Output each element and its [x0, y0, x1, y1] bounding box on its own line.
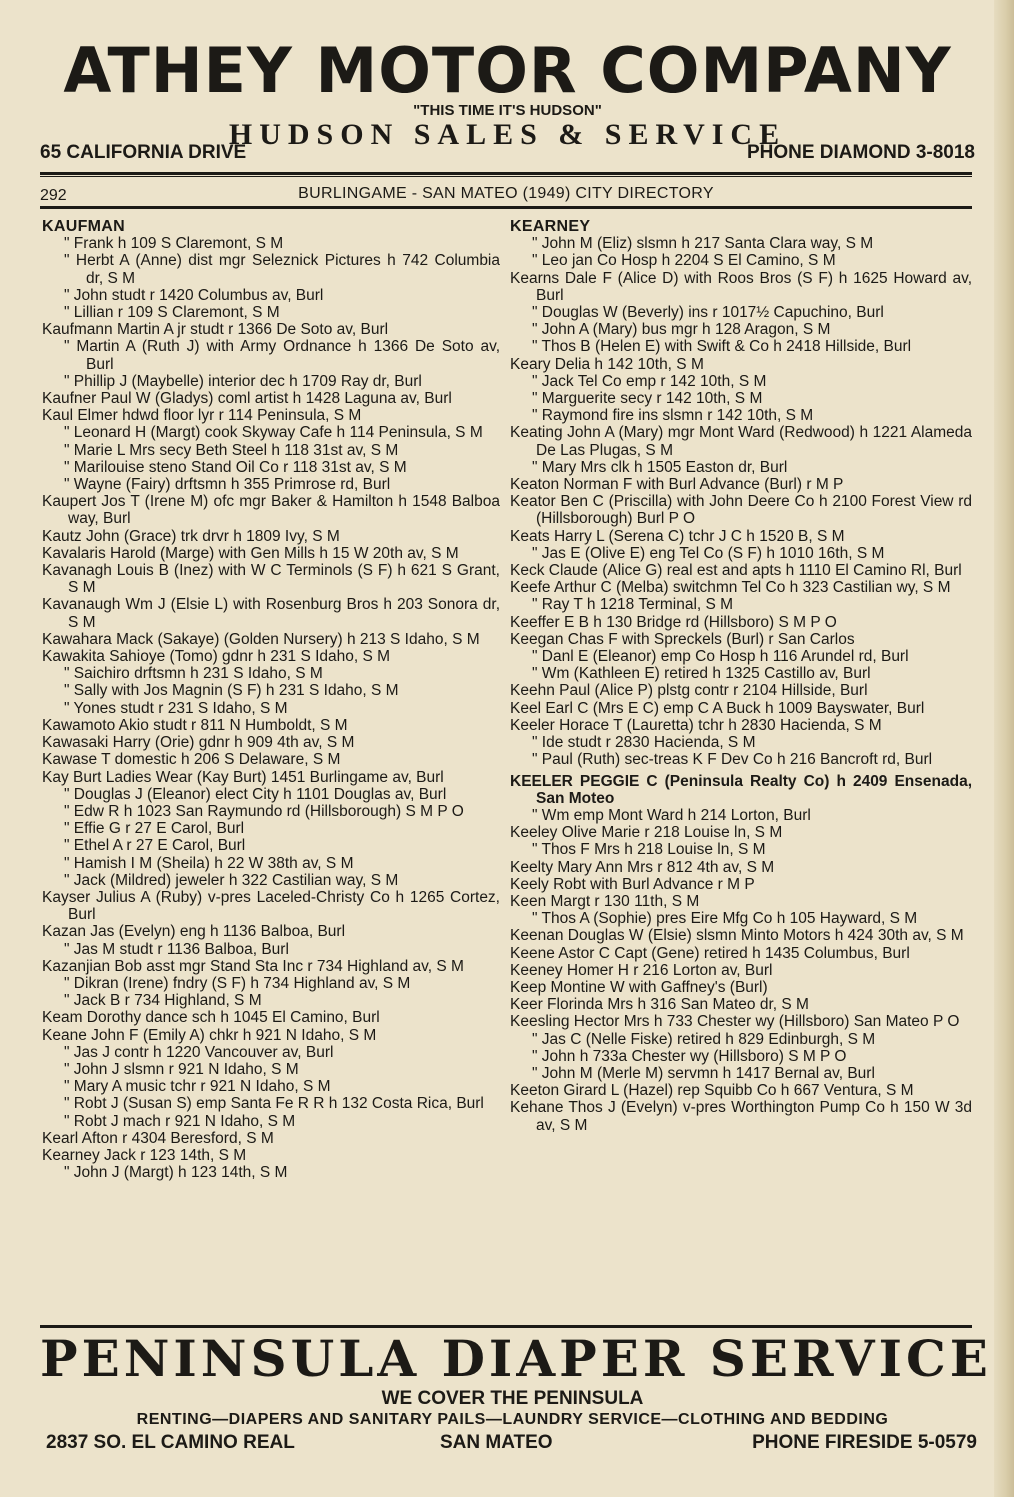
- directory-entry: [510, 1013, 972, 1030]
- entry-text: Kayser Julius A (Ruby) v-pres Laceled-Christy Co h 1265 Cortez, Burl: [42, 888, 500, 924]
- directory-entry: [510, 1065, 972, 1082]
- entry-text: " John M (Merle M) servmn h 1417 Bernal av, Burl: [532, 1064, 875, 1082]
- directory-entry: [42, 803, 500, 820]
- directory-entry: [510, 824, 972, 841]
- directory-entry: [42, 941, 500, 958]
- entry-text: Kearl Afton r 4304 Beresford, S M: [42, 1129, 274, 1147]
- footer-rule: [40, 1325, 972, 1328]
- featured-listing: [510, 773, 972, 807]
- entry-text: Keep Montine W with Gaffney's (Burl): [510, 978, 768, 996]
- directory-entry: [42, 820, 500, 837]
- entry-text: " Wm (Kathleen E) retired h 1325 Castillo av, Burl: [532, 665, 871, 683]
- entry-text: Keaton Norman F with Burl Advance (Burl) r M P: [510, 476, 844, 494]
- directory-entry: [510, 996, 972, 1013]
- directory-entry: [42, 786, 500, 803]
- entry-text: Keats Harry L (Serena C) tchr J C h 1520 B, S M: [510, 527, 845, 545]
- entry-text: Keator Ben C (Priscilla) with John Deere Co h 2100 Forest View rd (Hillsborough) Burl P O: [510, 493, 972, 528]
- directory-entry: [42, 304, 500, 321]
- header-rule-top-inner: [40, 176, 972, 177]
- page-number: 292: [40, 187, 67, 204]
- entry-text: Kaupert Jos T (Irene M) ofc mgr Baker & Hamilton h 1548 Balboa way, Burl: [42, 493, 500, 528]
- directory-entry: [510, 1082, 972, 1099]
- directory-entry: [42, 631, 500, 648]
- entry-text: Keary Delia h 142 10th, S M: [510, 355, 704, 373]
- directory-entry: [42, 1113, 500, 1130]
- directory-entry: [510, 945, 972, 962]
- directory-entry: [42, 682, 500, 699]
- directory-entry: [42, 958, 500, 975]
- entry-text: Keesling Hector Mrs h 733 Chester wy (Hillsboro) San Mateo P O: [510, 1013, 960, 1031]
- directory-entry: [510, 910, 972, 927]
- entry-text: " Jack B r 734 Highland, S M: [64, 992, 262, 1010]
- entry-text: " Saichiro drftsmn h 231 S Idaho, S M: [64, 665, 323, 683]
- header-rule-bottom: [40, 206, 972, 209]
- directory-entry: [42, 1147, 500, 1164]
- directory-entry: [510, 476, 972, 493]
- directory-entry: [42, 338, 500, 372]
- directory-entry: [42, 855, 500, 872]
- directory-entry: [42, 923, 500, 940]
- entry-text: Keeler Horace T (Lauretta) tchr h 2830 Hacienda, S M: [510, 716, 882, 734]
- directory-entry: [510, 979, 972, 996]
- footer-advertiser-name: PENINSULA DIAPER SERVICE: [40, 1329, 992, 1388]
- directory-entry: [510, 682, 972, 699]
- header-rule-top: [40, 172, 972, 175]
- entry-text: " Frank h 109 S Claremont, S M: [64, 235, 284, 253]
- directory-entry: [42, 717, 500, 734]
- directory-entry: [42, 1164, 500, 1181]
- running-head: [40, 183, 972, 205]
- directory-entry: [510, 859, 972, 876]
- entry-text: " Leonard H (Margt) cook Skyway Cafe h 114 Peninsula, S M: [64, 424, 483, 442]
- directory-entry: [510, 528, 972, 545]
- entry-text: Kawamoto Akio studt r 811 N Humboldt, S M: [42, 716, 348, 734]
- entry-text: Kearns Dale F (Alice D) with Roos Bros (S F) h 1625 Howard av, Burl: [510, 269, 972, 304]
- entry-text: " Herbt A (Anne) dist mgr Seleznick Pictures h 742 Columbia dr, S M: [64, 252, 500, 287]
- directory-entry: [42, 734, 500, 751]
- directory-entry: [42, 545, 500, 562]
- entry-text: " Lillian r 109 S Claremont, S M: [64, 304, 280, 322]
- directory-entry: [42, 476, 500, 493]
- entry-text: Keeney Homer H r 216 Lorton av, Burl: [510, 961, 773, 979]
- entry-text: " John A (Mary) bus mgr h 128 Aragon, S M: [532, 321, 831, 339]
- directory-entry: [510, 338, 972, 355]
- advertiser-name: ATHEY MOTOR COMPANY: [63, 34, 952, 107]
- directory-entry: [42, 321, 500, 338]
- entry-text: Kawase T domestic h 206 S Delaware, S M: [42, 751, 341, 769]
- directory-entry: [510, 304, 972, 321]
- directory-entry: [42, 1061, 500, 1078]
- entry-text: Keam Dorothy dance sch h 1045 El Camino, Burl: [42, 1009, 380, 1027]
- entry-text: " Effie G r 27 E Carol, Burl: [64, 820, 245, 838]
- footer-advertiser-slogan: WE COVER THE PENINSULA: [381, 1388, 644, 1409]
- entry-text: " Jas E (Olive E) eng Tel Co (S F) h 1010 16th, S M: [532, 544, 885, 562]
- entry-text: " John J (Margt) h 123 14th, S M: [64, 1164, 288, 1182]
- entry-text: " Marguerite secy r 142 10th, S M: [532, 390, 763, 408]
- entry-text: " Marilouise steno Stand Oil Co r 118 31st av, S M: [64, 458, 407, 476]
- entry-text: Keck Claude (Alice G) real est and apts h 1110 El Camino Rl, Burl: [510, 562, 962, 580]
- directory-entry: [42, 493, 500, 527]
- directory-entry: [510, 321, 972, 338]
- entry-text: Keegan Chas F with Spreckels (Burl) r San Carlos: [510, 630, 855, 648]
- directory-entry: [510, 235, 972, 252]
- surname-heading: KAUFMAN: [42, 218, 125, 235]
- surname-heading: KEARNEY: [510, 218, 591, 235]
- directory-entry: [510, 356, 972, 373]
- directory-entry: [42, 287, 500, 304]
- directory-entry: [42, 975, 500, 992]
- directory-entry: [42, 562, 500, 596]
- entry-text: " Marie L Mrs secy Beth Steel h 118 31st av, S M: [64, 441, 399, 459]
- directory-entry: [510, 751, 972, 768]
- entry-text: " Dikran (Irene) fndry (S F) h 734 Highland av, S M: [64, 974, 411, 992]
- footer-contact-row: [40, 1430, 985, 1456]
- directory-entry: [510, 734, 972, 751]
- directory-entry: [510, 407, 972, 424]
- entry-text: " Martin A (Ruth J) with Army Ordnance h 1366 De Soto av, Burl: [64, 338, 500, 373]
- entry-text: Kaufmann Martin A jr studt r 1366 De Soto av, Burl: [42, 321, 389, 339]
- directory-entry: [510, 424, 972, 458]
- entry-text: " Jas C (Nelle Fiske) retired h 829 Edinburgh, S M: [532, 1030, 876, 1048]
- directory-entry: [510, 579, 972, 596]
- entry-text: " Wm emp Mont Ward h 214 Lorton, Burl: [532, 806, 811, 824]
- directory-entry: [510, 962, 972, 979]
- directory-entry: [42, 390, 500, 407]
- entry-text: Kazanjian Bob asst mgr Stand Sta Inc r 734 Highland av, S M: [42, 957, 464, 975]
- directory-entry: [510, 390, 972, 407]
- entry-text: " Danl E (Eleanor) emp Co Hosp h 116 Arundel rd, Burl: [532, 648, 909, 666]
- left-column: [42, 218, 500, 1181]
- entry-text: Keely Robt with Burl Advance r M P: [510, 875, 755, 893]
- entry-text: " Mary Mrs clk h 1505 Easton dr, Burl: [532, 458, 788, 476]
- entry-text: KEELER PEGGIE C (Peninsula Realty Co) h 2409 Ensenada, San Moteo: [510, 772, 972, 807]
- entry-text: Keating John A (Mary) mgr Mont Ward (Redwood) h 1221 Alameda De Las Plugas, S M: [510, 424, 972, 459]
- directory-entry: [42, 665, 500, 682]
- directory-entry: [510, 270, 972, 304]
- entry-text: " Leo jan Co Hosp h 2204 S El Camino, S M: [532, 252, 836, 270]
- entry-text: Kaufner Paul W (Gladys) coml artist h 1428 Laguna av, Burl: [42, 390, 452, 408]
- entry-text: Kavanagh Louis B (Inez) with W C Terminols (S F) h 621 S Grant, S M: [42, 562, 500, 597]
- entry-text: Kazan Jas (Evelyn) eng h 1136 Balboa, Burl: [42, 923, 346, 941]
- page-edge: [994, 0, 1014, 1497]
- entry-text: " Wayne (Fairy) drftsmn h 355 Primrose rd, Burl: [64, 476, 391, 494]
- directory-entry: [510, 1031, 972, 1048]
- advertiser-address: 65 CALIFORNIA DRIVE: [40, 142, 247, 163]
- directory-entry: [42, 1009, 500, 1026]
- entry-text: Kawakita Sahioye (Tomo) gdnr h 231 S Idaho, S M: [42, 648, 391, 666]
- directory-entry: [510, 373, 972, 390]
- entry-text: " Raymond fire ins slsmn r 142 10th, S M: [532, 407, 814, 425]
- entry-text: Keen Margt r 130 11th, S M: [510, 892, 700, 910]
- entry-text: Kavanaugh Wm J (Elsie L) with Rosenburg Bros h 203 Sonora dr, S M: [42, 596, 500, 631]
- entry-text: " Ide studt r 2830 Hacienda, S M: [532, 734, 756, 752]
- footer-city: SAN MATEO: [440, 1432, 553, 1453]
- entry-text: " Thos A (Sophie) pres Eire Mfg Co h 105 Hayward, S M: [532, 910, 918, 928]
- directory-entry: [42, 1044, 500, 1061]
- directory-entry: [510, 927, 972, 944]
- directory-entry: [42, 596, 500, 630]
- entry-text: " Jas M studt r 1136 Balboa, Burl: [64, 940, 289, 958]
- footer-advertisement: [40, 1329, 992, 1456]
- directory-entry: [42, 700, 500, 717]
- entry-text: Keeton Girard L (Hazel) rep Squibb Co h 667 Ventura, S M: [510, 1082, 914, 1100]
- directory-entry: [42, 992, 500, 1009]
- entry-text: " Ray T h 1218 Terminal, S M: [532, 596, 734, 614]
- directory-entry: [510, 1099, 972, 1133]
- entry-text: " Mary A music tchr r 921 N Idaho, S M: [64, 1078, 331, 1096]
- directory-entry: [510, 1048, 972, 1065]
- directory-entry: [42, 1130, 500, 1147]
- advertiser-slogan: "THIS TIME IT'S HUDSON": [413, 102, 602, 119]
- entry-text: " Edw R h 1023 San Raymundo rd (Hillsborough) S M P O: [64, 802, 464, 820]
- directory-title: BURLINGAME - SAN MATEO (1949) CITY DIRECTORY: [298, 185, 714, 202]
- directory-entry: [510, 631, 972, 648]
- directory-entry: [510, 562, 972, 579]
- directory-entry: [42, 252, 500, 286]
- footer-address: 2837 SO. EL CAMINO REAL: [46, 1432, 295, 1453]
- advertiser-phone: PHONE DIAMOND 3-8018: [746, 142, 975, 163]
- directory-entry: [42, 373, 500, 390]
- entry-text: Keel Earl C (Mrs E C) emp C A Buck h 1009 Bayswater, Burl: [510, 699, 925, 717]
- directory-entry: [510, 717, 972, 734]
- entry-text: " John J slsmn r 921 N Idaho, S M: [64, 1060, 299, 1078]
- directory-entry: [42, 872, 500, 889]
- directory-entry: [510, 614, 972, 631]
- directory-entry: [42, 424, 500, 441]
- entry-text: Kaul Elmer hdwd floor lyr r 114 Peninsula, S M: [42, 407, 362, 425]
- entry-text: " Yones studt r 231 S Idaho, S M: [64, 699, 288, 717]
- entry-text: Keene Astor C Capt (Gene) retired h 1435 Columbus, Burl: [510, 944, 910, 962]
- entry-text: " John studt r 1420 Columbus av, Burl: [64, 286, 324, 304]
- entry-text: " Jas J contr h 1220 Vancouver av, Burl: [64, 1043, 334, 1061]
- directory-entry: [510, 545, 972, 562]
- entry-text: " John M (Eliz) slsmn h 217 Santa Clara way, S M: [532, 235, 874, 253]
- directory-entry: [42, 751, 500, 768]
- directory-entry: [42, 889, 500, 923]
- directory-entry: [510, 893, 972, 910]
- entry-text: " Jack (Mildred) jeweler h 322 Castilian way, S M: [64, 871, 399, 889]
- directory-entry: [42, 442, 500, 459]
- directory-entry: [510, 493, 972, 527]
- directory-entry: [42, 235, 500, 252]
- directory-entry: [42, 1027, 500, 1044]
- entry-text: " Hamish I M (Sheila) h 22 W 38th av, S M: [64, 854, 354, 872]
- directory-entry: [510, 252, 972, 269]
- directory-entry: [510, 648, 972, 665]
- entry-text: " Sally with Jos Magnin (S F) h 231 S Idaho, S M: [64, 682, 399, 700]
- right-column: [510, 218, 972, 1134]
- directory-entry: [510, 459, 972, 476]
- directory-entry: [510, 807, 972, 824]
- entry-text: " Robt J (Susan S) emp Santa Fe R R h 132 Costa Rica, Burl: [64, 1095, 484, 1113]
- entry-text: Kawahara Mack (Sakaye) (Golden Nursery) h 213 S Idaho, S M: [42, 630, 480, 648]
- entry-text: Kearney Jack r 123 14th, S M: [42, 1146, 247, 1164]
- directory-entry: [510, 700, 972, 717]
- directory-entry: [42, 459, 500, 476]
- directory-entry: [510, 665, 972, 682]
- entry-text: " Douglas J (Eleanor) elect City h 1101 Douglas av, Burl: [64, 785, 447, 803]
- entry-text: " John h 733a Chester wy (Hillsboro) S M P O: [532, 1047, 847, 1065]
- directory-entry: [42, 769, 500, 786]
- advertiser-contact-row: [40, 142, 975, 164]
- entry-text: Keefe Arthur C (Melba) switchmn Tel Co h 323 Castilian wy, S M: [510, 579, 951, 597]
- entry-text: " Jack Tel Co emp r 142 10th, S M: [532, 372, 767, 390]
- entry-text: " Paul (Ruth) sec-treas K F Dev Co h 216 Bancroft rd, Burl: [532, 751, 933, 769]
- directory-entry: [510, 596, 972, 613]
- directory-entry: [42, 528, 500, 545]
- entry-text: Keeffer E B h 130 Bridge rd (Hillsboro) S M P O: [510, 613, 837, 631]
- entry-text: " Robt J mach r 921 N Idaho, S M: [64, 1112, 296, 1130]
- entry-text: " Douglas W (Beverly) ins r 1017½ Capuchino, Burl: [532, 304, 884, 322]
- directory-entry: [42, 407, 500, 424]
- entry-text: Keer Florinda Mrs h 316 San Mateo dr, S M: [510, 996, 809, 1014]
- entry-text: Kehane Thos J (Evelyn) v-pres Worthington Pump Co h 150 W 3d av, S M: [510, 1099, 972, 1134]
- directory-entry: [42, 1078, 500, 1095]
- entry-text: Keeley Olive Marie r 218 Louise ln, S M: [510, 824, 783, 842]
- entry-text: " Ethel A r 27 E Carol, Burl: [64, 837, 246, 855]
- entry-text: Kawasaki Harry (Orie) gdnr h 909 4th av, S M: [42, 734, 355, 752]
- entry-text: Kautz John (Grace) trk drvr h 1809 Ivy, S M: [42, 527, 340, 545]
- advertiser-subtitle: HUDSON SALES & SERVICE: [228, 118, 787, 151]
- entry-text: " Thos B (Helen E) with Swift & Co h 2418 Hillside, Burl: [532, 338, 912, 356]
- entry-text: Keelty Mary Ann Mrs r 812 4th av, S M: [510, 858, 775, 876]
- entry-text: Kavalaris Harold (Marge) with Gen Mills h 15 W 20th av, S M: [42, 544, 459, 562]
- directory-entry: [510, 841, 972, 858]
- entry-text: " Phillip J (Maybelle) interior dec h 1709 Ray dr, Burl: [64, 372, 422, 390]
- directory-entry: [42, 648, 500, 665]
- header-advertisement: [40, 34, 975, 164]
- directory-entry: [42, 837, 500, 854]
- footer-advertiser-services: RENTING—DIAPERS AND SANITARY PAILS—LAUNDRY SERVICE—CLOTHING AND BEDDING: [136, 1411, 889, 1428]
- entry-text: Keehn Paul (Alice P) plstg contr r 2104 Hillside, Burl: [510, 682, 868, 700]
- directory-entry: [42, 1095, 500, 1112]
- entry-text: Keenan Douglas W (Elsie) slsmn Minto Motors h 424 30th av, S M: [510, 927, 964, 945]
- entry-text: Kay Burt Ladies Wear (Kay Burt) 1451 Burlingame av, Burl: [42, 768, 444, 786]
- entry-text: " Thos F Mrs h 218 Louise ln, S M: [532, 841, 766, 859]
- footer-phone: PHONE FIRESIDE 5-0579: [752, 1432, 977, 1453]
- directory-entry: [510, 876, 972, 893]
- entry-text: Keane John F (Emily A) chkr h 921 N Idaho, S M: [42, 1026, 377, 1044]
